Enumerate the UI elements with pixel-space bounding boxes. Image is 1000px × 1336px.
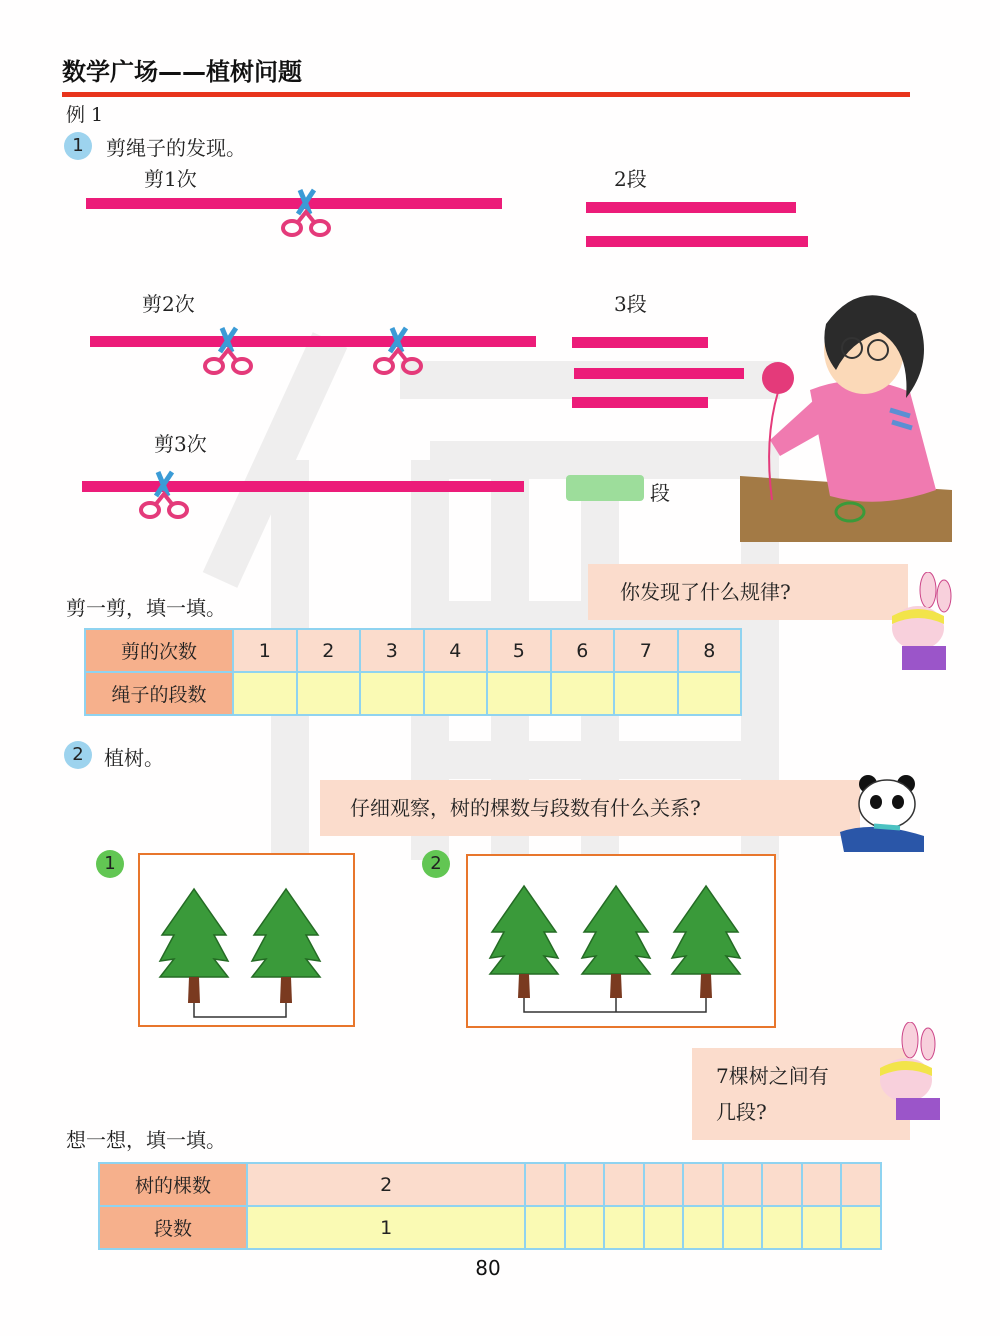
part2-title: 植树。 — [104, 746, 164, 770]
segment-count-cell: 1 — [247, 1206, 525, 1249]
tree-count-cell[interactable] — [723, 1163, 763, 1206]
tree-count-cell[interactable] — [841, 1163, 881, 1206]
cut-cell: 6 — [551, 629, 615, 672]
cut-cell: 7 — [614, 629, 678, 672]
tree-icon — [490, 886, 558, 998]
segment-answer-cell[interactable] — [424, 672, 488, 715]
segment-answer-cell[interactable] — [614, 672, 678, 715]
segment-count-cell[interactable] — [762, 1206, 802, 1249]
cut-cell: 8 — [678, 629, 742, 672]
tree-icon — [160, 889, 228, 1003]
part1-title: 剪绳子的发现。 — [106, 136, 246, 160]
tree-icon — [672, 886, 740, 998]
tree-icon — [252, 889, 320, 1003]
cut-cell: 4 — [424, 629, 488, 672]
cut-table-header-segments: 绳子的段数 — [85, 672, 233, 715]
tree-row-1 — [140, 855, 353, 1025]
segment-count-cell[interactable] — [841, 1206, 881, 1249]
segment-answer-cell[interactable] — [487, 672, 551, 715]
segment-count-cell[interactable] — [683, 1206, 723, 1249]
tree-count-cell[interactable] — [802, 1163, 842, 1206]
segment-1b — [586, 236, 808, 247]
segment-count-cell[interactable] — [723, 1206, 763, 1249]
figure1-number: 1 — [96, 850, 124, 878]
cut-cell: 5 — [487, 629, 551, 672]
segment-count-cell[interactable] — [525, 1206, 565, 1249]
cut-label-1: 剪1次 — [144, 167, 197, 191]
segment-count-cell[interactable] — [565, 1206, 605, 1249]
girl-with-yarn-illustration — [740, 280, 952, 542]
result-suffix-3: 段 — [650, 481, 670, 505]
tree-count-cell[interactable] — [525, 1163, 565, 1206]
part2-number: 2 — [64, 741, 92, 769]
segment-answer-cell[interactable] — [297, 672, 361, 715]
rope-2 — [90, 336, 536, 347]
scissors-icon — [280, 188, 336, 240]
tree-count-cell[interactable] — [683, 1163, 723, 1206]
cut-label-2: 剪2次 — [142, 292, 195, 316]
segment-count-cell[interactable] — [604, 1206, 644, 1249]
scissors-icon — [202, 326, 258, 378]
page-title: 数学广场——植树问题 — [62, 58, 302, 86]
example-label: 例 1 — [66, 104, 104, 126]
tree-table-header-segments: 段数 — [99, 1206, 247, 1249]
cut-cell: 1 — [233, 629, 297, 672]
hint-bubble-text: 你发现了什么规律? — [620, 580, 791, 604]
segment-answer-cell[interactable] — [233, 672, 297, 715]
segment-1a — [586, 202, 796, 213]
cut-table-header-cuts: 剪的次数 — [85, 629, 233, 672]
segment-2c — [572, 397, 708, 408]
scissors-icon — [138, 470, 194, 522]
question-bubble-line1: 7棵树之间有 — [716, 1064, 829, 1088]
cut-label-3: 剪3次 — [154, 432, 207, 456]
segment-count-cell[interactable] — [802, 1206, 842, 1249]
figure1-frame — [138, 853, 355, 1027]
part2-instruction: 想一想，填一填。 — [66, 1128, 226, 1152]
part1-instruction: 剪一剪，填一填。 — [66, 596, 226, 620]
tree-count-cell[interactable] — [604, 1163, 644, 1206]
tree-table-header-trees: 树的棵数 — [99, 1163, 247, 1206]
cut-cell: 3 — [360, 629, 424, 672]
page-number: 80 — [475, 1256, 501, 1280]
part1-number: 1 — [64, 132, 92, 160]
cut-cell: 2 — [297, 629, 361, 672]
panda-icon — [834, 770, 930, 854]
segment-answer-cell[interactable] — [551, 672, 615, 715]
title-rule — [62, 92, 910, 97]
tree-count-cell[interactable] — [644, 1163, 684, 1206]
answer-box[interactable] — [566, 475, 644, 501]
segment-2b — [574, 368, 744, 379]
tree-count-cell: 2 — [247, 1163, 525, 1206]
question-bubble-line2: 几段? — [716, 1100, 767, 1124]
tree-count-cell[interactable] — [762, 1163, 802, 1206]
segment-answer-cell[interactable] — [360, 672, 424, 715]
figure2-number: 2 — [422, 850, 450, 878]
figure2-frame — [466, 854, 776, 1028]
tree-table — [98, 1162, 882, 1250]
tree-icon — [582, 886, 650, 998]
tree-count-cell[interactable] — [565, 1163, 605, 1206]
result-label-1: 2段 — [614, 167, 647, 191]
segment-answer-cell[interactable] — [678, 672, 742, 715]
rabbit-icon — [872, 1022, 952, 1122]
scissors-icon — [372, 326, 428, 378]
tree-row-2 — [468, 856, 774, 1026]
result-label-2: 3段 — [614, 292, 647, 316]
segment-2a — [572, 337, 708, 348]
segment-count-cell[interactable] — [644, 1206, 684, 1249]
observe-bubble-text: 仔细观察，树的棵数与段数有什么关系? — [350, 796, 701, 820]
rabbit-icon — [878, 572, 958, 672]
cut-table — [84, 628, 742, 716]
